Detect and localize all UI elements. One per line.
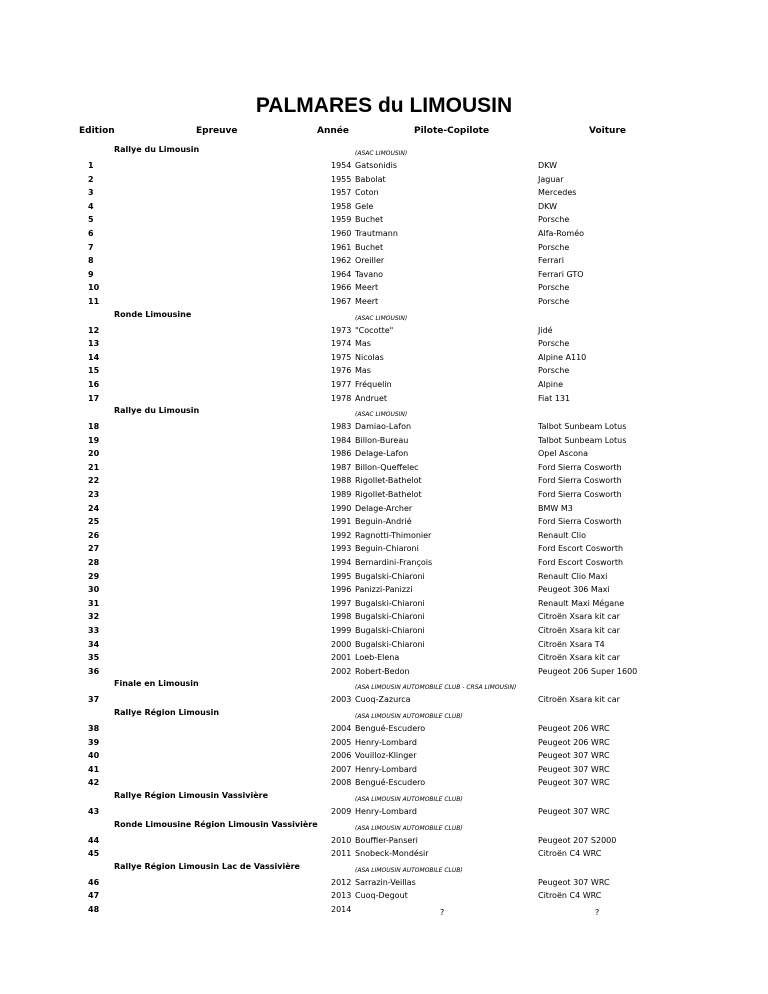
section-name: Rallye du Limousin xyxy=(114,406,200,416)
section-organizer: (ASAC LIMOUSIN) xyxy=(355,150,408,157)
edition-number: 36 xyxy=(88,666,100,676)
year: 2004 xyxy=(331,723,352,733)
pilot-copilot: Cuoq-Degout xyxy=(355,891,408,901)
edition-number: 24 xyxy=(88,503,100,513)
pilot-copilot: Tavano xyxy=(355,269,384,279)
section-header xyxy=(0,789,768,804)
car: Alpine xyxy=(538,379,563,389)
car: Peugeot 206 Super 1600 xyxy=(538,666,638,676)
edition-number: 29 xyxy=(88,571,100,581)
pilot-copilot: Babolat xyxy=(355,174,386,184)
year: 1993 xyxy=(331,544,352,554)
pilot-copilot: Oreiller xyxy=(355,256,385,266)
section-name: Rallye Région Limousin xyxy=(114,707,220,717)
table-row xyxy=(0,846,768,860)
column-header-edition: Edition xyxy=(79,126,115,136)
pilot-copilot: Buchet xyxy=(355,242,384,252)
pilot-copilot: Panizzi-Panizzi xyxy=(355,585,413,595)
table-row xyxy=(0,419,768,433)
pilot-copilot: "Cocotte" xyxy=(355,325,394,335)
car: DKW xyxy=(538,201,558,211)
edition-number: 12 xyxy=(88,325,100,335)
car: Peugeot 307 WRC xyxy=(538,764,610,774)
section-name: Ronde Limousine Région Limousin Vassivière xyxy=(114,819,318,829)
section-name: Rallye Région Limousin Lac de Vassivière xyxy=(114,861,300,871)
table-row xyxy=(0,664,768,678)
car: Citroën Xsara kit car xyxy=(538,695,620,705)
edition-number: 28 xyxy=(88,558,100,568)
section-header xyxy=(0,404,768,419)
table-row xyxy=(0,501,768,515)
year: 1984 xyxy=(331,435,352,445)
edition-number: 46 xyxy=(88,877,100,887)
car: Porsche xyxy=(538,283,570,293)
column-header-annee: Année xyxy=(317,126,349,136)
table-row xyxy=(0,158,768,172)
pilot-copilot: Mas xyxy=(355,366,371,376)
column-header-epreuve: Epreuve xyxy=(196,126,238,136)
edition-number: 13 xyxy=(88,339,100,349)
pilot-copilot: Robert-Bedon xyxy=(355,666,410,676)
pilot-copilot: Beguin-Chiaroni xyxy=(355,544,419,554)
table-row xyxy=(0,888,768,902)
edition-number: 8 xyxy=(88,256,94,266)
year: 1958 xyxy=(331,201,352,211)
edition-number: 3 xyxy=(88,188,94,198)
section-organizer: (ASAC LIMOUSIN) xyxy=(355,314,408,322)
section-header xyxy=(0,308,768,323)
car: Peugeot 307 WRC xyxy=(538,806,610,816)
pilot-copilot: Coton xyxy=(355,188,379,198)
year: 1955 xyxy=(331,174,352,184)
car: Ford Escort Cosworth xyxy=(538,544,624,554)
edition-number: 33 xyxy=(88,626,100,635)
pilot-copilot: Henry-Lombard xyxy=(355,737,417,747)
year: 2006 xyxy=(331,751,352,761)
edition-number: 32 xyxy=(88,612,100,622)
year: 2012 xyxy=(331,877,352,887)
pilot-copilot: Gatsonidis xyxy=(355,161,398,170)
car: Citroën Xsara kit car xyxy=(538,612,620,622)
car: Citroën C4 WRC xyxy=(538,891,602,901)
edition-number: 2 xyxy=(88,174,94,184)
car: Ford Escort Cosworth xyxy=(538,558,624,568)
edition-number: 23 xyxy=(88,490,100,500)
table-row xyxy=(0,446,768,460)
year: 2009 xyxy=(331,806,352,816)
table-row xyxy=(0,350,768,364)
year: 2011 xyxy=(331,849,352,859)
car-unknown: ? xyxy=(595,907,600,917)
section-name: Finale en Limousin xyxy=(114,679,199,689)
car: Porsche xyxy=(538,366,570,376)
year: 1989 xyxy=(331,490,352,500)
table-row xyxy=(0,253,768,267)
car: Citroën Xsara kit car xyxy=(538,653,620,663)
car: Ford Sierra Cosworth xyxy=(538,490,622,500)
table-row xyxy=(0,569,768,583)
pilot-copilot: Delage-Archer xyxy=(355,503,413,513)
pilot-copilot: Buchet xyxy=(355,215,384,225)
car: Peugeot 206 WRC xyxy=(538,737,610,747)
year: 2005 xyxy=(331,737,352,747)
edition-number: 37 xyxy=(88,695,100,705)
edition-number: 35 xyxy=(88,653,100,663)
page-title: PALMARES du LIMOUSIN xyxy=(255,94,513,117)
table-row xyxy=(0,692,768,706)
table-row xyxy=(0,637,768,651)
section-name: Ronde Limousine xyxy=(114,309,192,319)
edition-number: 30 xyxy=(88,585,100,595)
pilot-copilot: Trautmann xyxy=(355,228,398,238)
table-row xyxy=(0,721,768,735)
pilot-copilot: Bugalski-Chiaroni xyxy=(355,598,425,608)
car: Fiat 131 xyxy=(538,393,571,403)
table-row xyxy=(0,528,768,542)
year: 1986 xyxy=(331,449,352,459)
edition-number: 42 xyxy=(88,778,100,788)
pilot-copilot: Bugalski-Chiaroni xyxy=(355,626,425,635)
pilot-copilot: Andruet xyxy=(355,393,388,403)
pilot-copilot: Meert xyxy=(355,283,379,293)
edition-number: 11 xyxy=(88,296,100,306)
pilot-copilot: Henry-Lombard xyxy=(355,806,417,816)
edition-number: 41 xyxy=(88,764,100,774)
pilot-copilot: Delage-Lafon xyxy=(355,449,409,459)
year: 1995 xyxy=(331,571,352,581)
car: Talbot Sunbeam Lotus xyxy=(538,422,627,432)
edition-number: 40 xyxy=(88,751,100,761)
pilot-copilot: Bengué-Escudero xyxy=(355,723,426,733)
year: 2003 xyxy=(331,695,352,705)
table-row xyxy=(0,775,768,789)
table-row xyxy=(0,609,768,623)
year: 1999 xyxy=(331,626,352,635)
car: Ferrari xyxy=(538,256,564,266)
table-row xyxy=(0,267,768,281)
section-organizer: (ASA LIMOUSIN AUTOMOBILE CLUB) xyxy=(355,824,463,832)
year: 1994 xyxy=(331,558,352,568)
car: Alpine A110 xyxy=(538,352,587,362)
section-header xyxy=(0,706,768,721)
edition-number: 26 xyxy=(88,530,100,540)
year: 1964 xyxy=(331,269,352,279)
section-organizer: (ASA LIMOUSIN AUTOMOBILE CLUB) xyxy=(355,866,463,874)
pilot-copilot: Bouffier-Panseri xyxy=(355,835,418,845)
year: 1966 xyxy=(331,283,352,293)
table-row xyxy=(0,172,768,186)
pilot-copilot: Rigollet-Bathelot xyxy=(355,476,422,486)
pilot-copilot: Bengué-Escudero xyxy=(355,778,426,788)
section-header xyxy=(0,860,768,875)
table-row xyxy=(0,902,768,916)
table-row xyxy=(0,487,768,501)
section-organizer: (ASAC LIMOUSIN) xyxy=(355,411,408,419)
car: Porsche xyxy=(538,296,570,306)
pilot-copilot: Gele xyxy=(355,201,374,211)
edition-number: 20 xyxy=(88,449,100,459)
edition-number: 38 xyxy=(88,723,100,733)
pilot-copilot: Henry-Lombard xyxy=(355,764,417,774)
car: Peugeot 307 WRC xyxy=(538,751,610,761)
car: Peugeot 206 WRC xyxy=(538,723,610,733)
edition-number: 19 xyxy=(88,435,100,445)
edition-number: 44 xyxy=(88,835,100,845)
edition-number: 47 xyxy=(88,891,100,901)
edition-number: 15 xyxy=(88,366,100,376)
edition-number: 43 xyxy=(88,806,100,816)
edition-number: 16 xyxy=(88,379,100,389)
year: 2001 xyxy=(331,653,352,663)
year: 1987 xyxy=(331,462,352,472)
car: BMW M3 xyxy=(538,503,573,513)
year: 1998 xyxy=(331,612,352,622)
table-row xyxy=(0,460,768,474)
year: 1975 xyxy=(331,352,352,362)
table-row xyxy=(0,212,768,226)
table-row xyxy=(0,185,768,199)
edition-number: 39 xyxy=(88,737,100,747)
section-header xyxy=(0,677,768,692)
car: Ford Sierra Cosworth xyxy=(538,462,622,472)
car: Jaguar xyxy=(538,174,564,184)
table-row xyxy=(0,336,768,350)
pilot-copilot: Mas xyxy=(355,339,371,349)
year: 1996 xyxy=(331,585,352,595)
car: Renault Clio Maxi xyxy=(538,571,608,581)
edition-number: 27 xyxy=(88,544,100,554)
table-row xyxy=(0,433,768,447)
table-row xyxy=(0,514,768,528)
pilot-unknown: ? xyxy=(440,907,445,917)
pilot-copilot: Meert xyxy=(355,296,379,306)
table-row xyxy=(0,650,768,664)
car: Porsche xyxy=(538,215,570,225)
year: 1988 xyxy=(331,476,352,486)
pilot-copilot: Beguin-Andrié xyxy=(355,517,412,527)
table-row xyxy=(0,240,768,254)
table-row xyxy=(0,294,768,308)
year: 1959 xyxy=(331,215,352,225)
edition-number: 4 xyxy=(88,201,94,211)
table-row xyxy=(0,582,768,596)
car: Peugeot 307 WRC xyxy=(538,877,610,887)
year: 1990 xyxy=(331,503,352,513)
year: 1976 xyxy=(331,366,352,376)
section-organizer: (ASA LIMOUSIN AUTOMOBILE CLUB) xyxy=(355,795,463,803)
edition-number: 10 xyxy=(88,283,100,293)
results-table xyxy=(0,143,768,916)
year: 1991 xyxy=(331,517,352,527)
car: Porsche xyxy=(538,242,570,252)
table-row xyxy=(0,762,768,776)
table-row xyxy=(0,363,768,377)
edition-number: 14 xyxy=(88,352,100,362)
section-header xyxy=(0,818,768,833)
year: 1974 xyxy=(331,339,352,349)
section-header xyxy=(0,143,768,158)
year: 1961 xyxy=(331,242,352,252)
table-row xyxy=(0,555,768,569)
pilot-copilot: Bugalski-Chiaroni xyxy=(355,612,425,622)
car: Porsche xyxy=(538,339,570,349)
year: 1997 xyxy=(331,598,352,608)
car: Talbot Sunbeam Lotus xyxy=(538,435,627,445)
edition-number: 48 xyxy=(88,904,100,914)
car: Ferrari GTO xyxy=(538,269,584,279)
edition-number: 17 xyxy=(88,393,100,403)
pilot-copilot: Bugalski-Chiaroni xyxy=(355,571,425,581)
edition-number: 6 xyxy=(88,228,94,238)
edition-number: 34 xyxy=(88,639,100,649)
table-row xyxy=(0,323,768,337)
car: Peugeot 207 S2000 xyxy=(538,835,617,845)
year: 2000 xyxy=(331,639,352,649)
car: Peugeot 306 Maxi xyxy=(538,585,610,595)
pilot-copilot: Fréquelin xyxy=(355,379,392,389)
pilot-copilot: Billon-Queffelec xyxy=(355,462,419,472)
car: Ford Sierra Cosworth xyxy=(538,476,622,486)
pilot-copilot: Bugalski-Chiaroni xyxy=(355,639,425,649)
pilot-copilot: Vouilloz-Klinger xyxy=(355,751,417,761)
year: 1978 xyxy=(331,393,352,403)
table-row xyxy=(0,226,768,240)
year: 1967 xyxy=(331,296,352,306)
edition-number: 21 xyxy=(88,462,100,472)
table-row xyxy=(0,748,768,762)
column-header-pilote: Pilote-Copilote xyxy=(414,126,490,136)
pilot-copilot: Ragnotti-Thimonier xyxy=(355,530,432,540)
edition-number: 18 xyxy=(88,422,100,432)
edition-number: 9 xyxy=(88,269,94,279)
year: 1992 xyxy=(331,530,352,540)
section-name: Rallye Région Limousin Vassivière xyxy=(114,790,269,800)
year: 2010 xyxy=(331,835,352,845)
section-organizer: (ASA LIMOUSIN AUTOMOBILE CLUB) xyxy=(355,712,463,720)
car: Opel Ascona xyxy=(538,449,588,459)
table-row xyxy=(0,623,768,637)
car: DKW xyxy=(538,161,558,170)
year: 1962 xyxy=(331,256,352,266)
table-row xyxy=(0,541,768,555)
car: Citroën C4 WRC xyxy=(538,849,602,859)
car: Mercedes xyxy=(538,188,577,198)
section-organizer: (ASA LIMOUSIN AUTOMOBILE CLUB - CRSA LIMOUSIN) xyxy=(355,684,517,692)
year: 2008 xyxy=(331,778,352,788)
table-row xyxy=(0,391,768,405)
pilot-copilot: Cuoq-Zazurca xyxy=(355,695,411,705)
year: 2013 xyxy=(331,891,352,901)
year: 1960 xyxy=(331,228,352,238)
year: 2002 xyxy=(331,666,352,676)
table-row xyxy=(0,596,768,610)
table-row xyxy=(0,199,768,213)
edition-number: 5 xyxy=(88,215,94,225)
pilot-copilot: Sarrazin-Veillas xyxy=(355,877,416,887)
edition-number: 45 xyxy=(88,849,100,859)
table-row xyxy=(0,804,768,818)
section-name: Rallye du Limousin xyxy=(114,145,200,154)
edition-number: 7 xyxy=(88,242,94,252)
pilot-copilot: Bernardini-François xyxy=(355,558,433,568)
car: Ford Sierra Cosworth xyxy=(538,517,622,527)
car: Jidé xyxy=(538,325,553,335)
pilot-copilot: Nicolas xyxy=(355,352,384,362)
column-header-voiture: Voiture xyxy=(589,126,626,136)
car: Renault Clio xyxy=(538,530,586,540)
car: Peugeot 307 WRC xyxy=(538,778,610,788)
year: 2007 xyxy=(331,764,352,774)
year: 2014 xyxy=(331,904,352,914)
table-row xyxy=(0,735,768,749)
table-row xyxy=(0,875,768,889)
year: 1954 xyxy=(331,161,352,170)
table-row xyxy=(0,833,768,847)
year: 1973 xyxy=(331,325,352,335)
edition-number: 1 xyxy=(88,161,94,170)
car: Citroën Xsara T4 xyxy=(538,639,605,649)
car: Renault Maxi Mégane xyxy=(538,598,625,608)
pilot-copilot: Damiao-Lafon xyxy=(355,422,412,432)
table-row xyxy=(0,473,768,487)
year: 1957 xyxy=(331,188,352,198)
car: Alfa-Roméo xyxy=(538,228,585,238)
edition-number: 25 xyxy=(88,517,100,527)
edition-number: 31 xyxy=(88,598,100,608)
table-row xyxy=(0,280,768,294)
year: 1977 xyxy=(331,379,352,389)
car: Citroën Xsara kit car xyxy=(538,626,620,635)
table-row xyxy=(0,377,768,391)
pilot-copilot: Loeb-Elena xyxy=(355,653,400,663)
edition-number: 22 xyxy=(88,476,100,486)
pilot-copilot: Snobeck-Mondésir xyxy=(355,849,429,859)
pilot-copilot: Billon-Bureau xyxy=(355,435,409,445)
year: 1983 xyxy=(331,422,352,432)
pilot-copilot: Rigollet-Bathelot xyxy=(355,490,422,500)
